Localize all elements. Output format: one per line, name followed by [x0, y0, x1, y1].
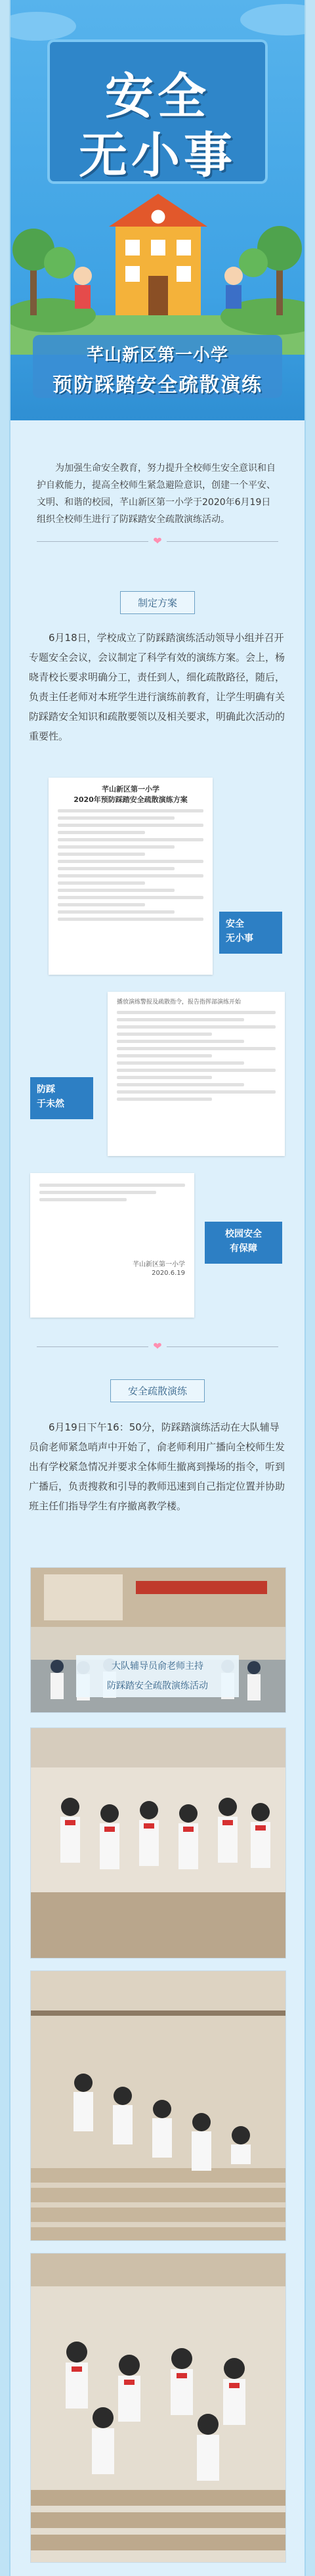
- doc-text-line: [117, 1069, 276, 1072]
- photo-corridor: [30, 1727, 286, 1959]
- banner-title-line2: 无小事: [79, 127, 236, 184]
- divider-heart-icon: ❤: [153, 1340, 162, 1352]
- doc-text-line: [58, 918, 203, 921]
- plan-document-1: [49, 778, 213, 975]
- doc-text-line: [58, 860, 203, 863]
- doc-text-line: [58, 896, 203, 899]
- doc-text-line: [39, 1198, 127, 1201]
- doc1-title-line1: 芊山新区第一小学: [102, 785, 159, 793]
- doc-text-line: [117, 1025, 276, 1029]
- page-frame: [9, 0, 306, 2576]
- photo-staircase-image: [31, 1971, 285, 2240]
- doc-text-line: [117, 1011, 276, 1014]
- school-name: 芊山新区第一小学: [86, 345, 228, 365]
- doc-text-line: [58, 903, 145, 906]
- doc-text-line: [58, 809, 203, 812]
- doc-text-line: [58, 910, 175, 914]
- tag-campus-safety: 校园安全 有保障: [205, 1222, 282, 1264]
- divider-heart-icon: ❤: [153, 535, 162, 547]
- doc3-date: 2020.6.19: [152, 1270, 185, 1277]
- doc-text-line: [58, 831, 145, 834]
- doc-text-line: [117, 1054, 212, 1057]
- tag-prevention: 防踩 于未然: [30, 1077, 93, 1119]
- photo-evacuation: [30, 2253, 286, 2563]
- doc2-heading: 播放演练警报及疏散指令，报告指挥部演练开始: [117, 999, 242, 1006]
- doc-text-line: [39, 1184, 185, 1187]
- plan-document-2: [108, 992, 285, 1156]
- intro-paragraph: 为加强生命安全教育，努力提升全校师生安全意识和自护自救能力，提高全校师生紧急避险意识，创建一个平安、文明、和谐的校园，芊山新区第一小学于2020年6月19日组织全校师生进行了防踩踏安全疏散演练活动。: [37, 463, 276, 525]
- section-plan-text: 6月18日，学校成立了防踩踏演练活动领导小组并召开专题安全会议，会议制定了科学有效的演练方案。会上，杨晓青校长要求明确分工，责任到人，细化疏散路径，随后，负责主任老师对本班学生进行演练前教育，让学生明确有关防踩踏安全知识和疏散要领以及相关要求，明确此次活动的重要性。: [29, 632, 285, 742]
- doc-text-line: [58, 867, 175, 870]
- section-header-plan: [10, 591, 304, 614]
- doc1-title-line2: 2020年预防踩踏安全疏散演练方案: [74, 795, 188, 804]
- doc-text-line: [117, 1047, 276, 1050]
- section-title-plan: 制定方案: [120, 591, 195, 614]
- doc-text-line: [58, 845, 175, 849]
- header-banner: [10, 0, 304, 420]
- doc-text-line: [117, 1083, 244, 1086]
- doc-text-line: [117, 1061, 244, 1065]
- doc-text-line: [58, 824, 203, 827]
- photo-evacuation-image: [31, 2254, 285, 2562]
- section-header-drill: [10, 1379, 304, 1402]
- doc-text-line: [117, 1076, 212, 1079]
- doc3-signature: 芊山新区第一小学: [133, 1261, 185, 1268]
- divider-right: [167, 541, 278, 542]
- photo-staircase: [30, 1970, 286, 2241]
- banner-subtitle: [33, 342, 282, 397]
- drill-name: 预防踩踏安全疏散演练: [52, 374, 262, 397]
- caption-line2: 防踩踏安全疏散演练活动: [107, 1681, 208, 1691]
- tag-safety: 安全 无小事: [219, 912, 282, 954]
- doc-text-line: [117, 1098, 212, 1101]
- doc-text-line: [39, 1191, 156, 1194]
- doc-text-line: [58, 853, 145, 856]
- doc-text-line: [58, 881, 145, 885]
- banner-title-line1: 安全: [105, 68, 210, 125]
- section-title-drill: 安全疏散演练: [110, 1379, 205, 1402]
- doc-text-line: [58, 838, 203, 841]
- doc-text-line: [117, 1033, 212, 1036]
- doc-text-line: [58, 874, 203, 877]
- section-drill-text: 6月19日下午16：50分，防踩踏演练活动在大队辅导员俞老师紧急哨声中开始了，俞老师利用广播向全校师生发出有学校紧急情况并要求全体师生撤离到操场的指令，听到广播后，负责搜救和引导的教师迅速到自己指定位置并协助班主任们指导学生有序撤离教学楼。: [29, 1421, 285, 1512]
- divider-right: [167, 1346, 278, 1347]
- doc-text-line: [58, 816, 175, 820]
- doc-text-line: [117, 1090, 276, 1094]
- doc-text-line: [58, 889, 175, 892]
- doc-text-line: [117, 1040, 244, 1043]
- doc-text-line: [117, 1018, 244, 1021]
- photo-corridor-image: [31, 1728, 285, 1958]
- caption-line1: 大队辅导员俞老师主持: [112, 1661, 203, 1672]
- plan-document-3: [30, 1173, 194, 1318]
